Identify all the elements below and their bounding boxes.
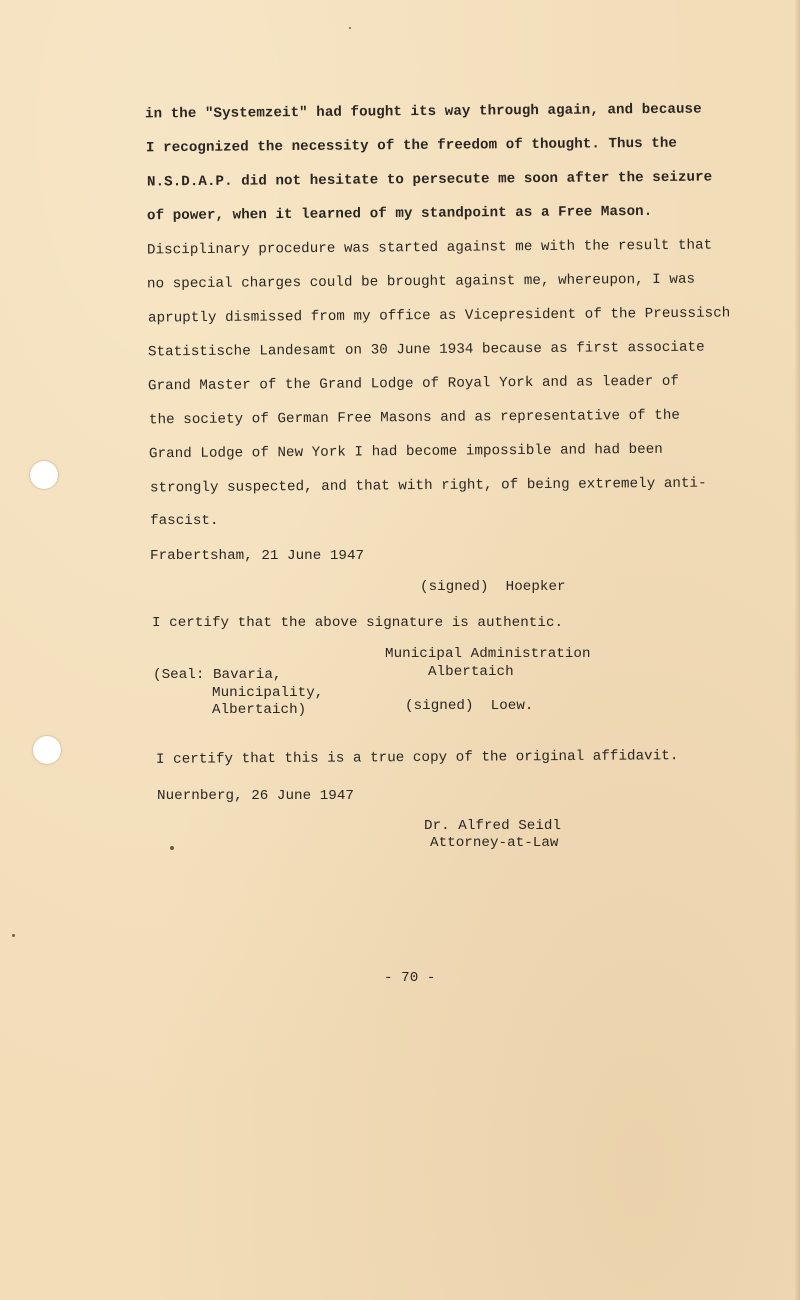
signed-loew: (signed) Loew. [405, 698, 534, 714]
paper-speck [12, 934, 15, 937]
punch-hole-upper [30, 461, 58, 489]
body-line-6: no special charges could be brought against me, whereupon, I was [146, 271, 696, 293]
punch-hole-lower [33, 736, 61, 764]
paper-speck [349, 27, 351, 29]
signed-hoepker: (signed) Hoepker [420, 579, 566, 595]
body-line-7: apruptly dismissed from my office as Vicepresident of the Preussisch [147, 305, 731, 327]
body-line-1: in the "Systemzeit" had fought its way through again, and because [144, 101, 702, 123]
municipal-administration: Municipal Administration [385, 646, 591, 662]
page-number: - 70 - [384, 970, 436, 986]
seal-line-1: (Seal: Bavaria, [153, 667, 282, 683]
copy-place-date: Nuernberg, 26 June 1947 [157, 788, 354, 804]
body-line-9: Grand Master of the Grand Lodge of Royal York and as leader of [147, 373, 680, 395]
body-line-5: Disciplinary procedure was started against me with the result that [146, 237, 713, 259]
page-edge-shadow [794, 0, 800, 1300]
place-date: Frabertsham, 21 June 1947 [150, 548, 365, 564]
seal-line-2: Municipality, [212, 685, 324, 701]
body-line-12: strongly suspected, and that with right, of being extremely anti- [149, 475, 707, 497]
body-line-10: the society of German Free Masons and as representative of the [148, 407, 681, 429]
body-line-4: of power, when it learned of my standpoint as a Free Mason. [146, 203, 653, 225]
body-line-8: Statistische Landesamt on 30 June 1934 because as first associate [147, 339, 705, 361]
seal-line-3: Albertaich) [212, 702, 307, 718]
attorney-name: Dr. Alfred Seidl [424, 818, 562, 834]
body-line-11: Grand Lodge of New York I had become impossible and had been [148, 441, 663, 463]
body-line-13: fascist. [150, 513, 219, 529]
attorney-title: Attorney-at-Law [430, 835, 559, 851]
certify-signature-line: I certify that the above signature is authentic. [152, 615, 564, 631]
certify-copy-line: I certify that this is a true copy of the original affidavit. [155, 748, 679, 768]
body-line-2: I recognized the necessity of the freedom of thought. Thus the [145, 135, 678, 157]
municipal-albertaich: Albertaich [428, 664, 514, 680]
body-line-3: N.S.D.A.P. did not hesitate to persecute me soon after the seizure [146, 169, 713, 191]
paper-speck [170, 846, 174, 850]
